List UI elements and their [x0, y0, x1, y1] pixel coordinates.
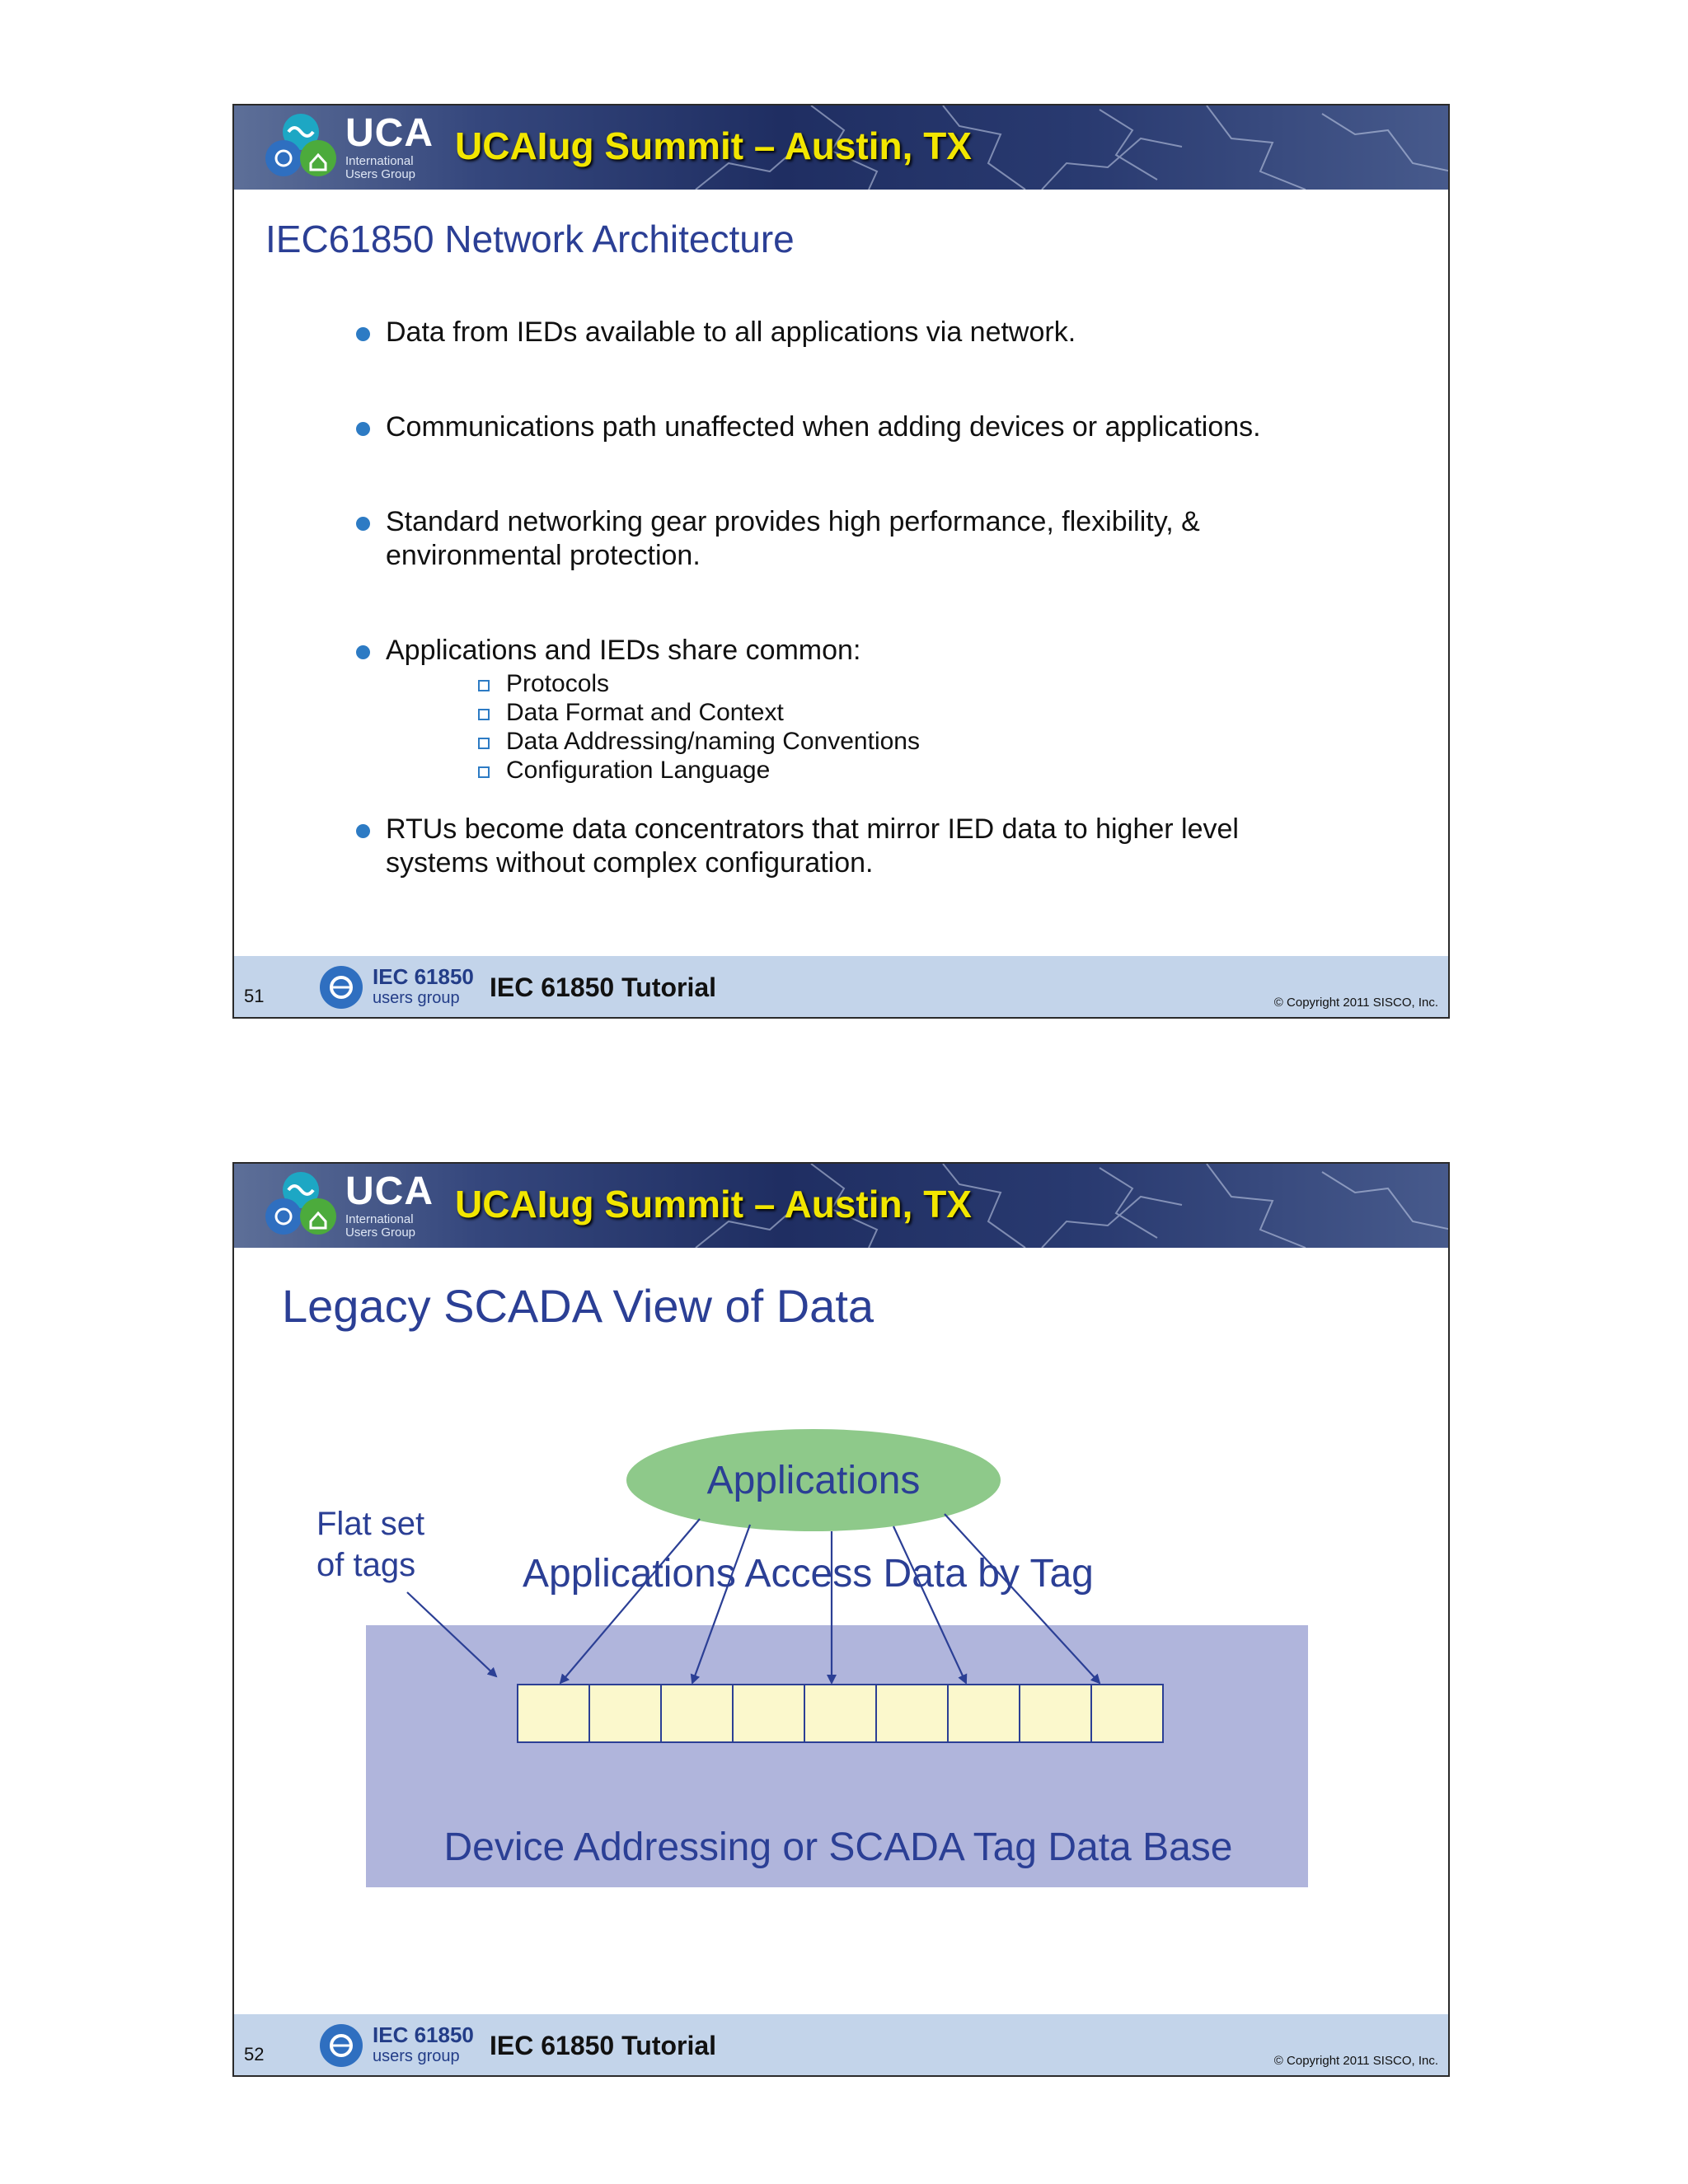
scada-diagram — [234, 1164, 1450, 2077]
footer-title: IEC 61850 Tutorial — [490, 972, 717, 1002]
banner-org-subtitle: International Users Group — [345, 1212, 416, 1240]
sub-bullet-item: Configuration Language — [478, 756, 1386, 785]
tag-cell — [1020, 1685, 1091, 1742]
footer-org-name: IEC 61850 — [373, 964, 474, 989]
iec-61850-logo — [318, 964, 364, 1010]
banner-title: UCAIug Summit – Austin, TX — [455, 124, 972, 167]
page-number: 52 — [244, 2044, 265, 2064]
bullet-item — [356, 634, 1386, 785]
page-number: 51 — [244, 986, 265, 1006]
slide-51 — [232, 104, 1450, 1019]
tag-cell — [733, 1685, 804, 1742]
tag-cell — [661, 1685, 733, 1742]
footer-org-subtitle: users group — [373, 989, 460, 1007]
flat-set-label: of tags — [316, 1547, 416, 1583]
banner-org-subtitle: International Users Group — [345, 154, 416, 181]
bullet-item: RTUs become data concentrators that mirror IED data to higher level systems without complex configuration. — [356, 813, 1342, 880]
tag-cell — [876, 1685, 948, 1742]
tag-cell — [948, 1685, 1020, 1742]
bullet-item: Communications path unaffected when adding devices or applications. — [356, 410, 1386, 444]
tag-cell-row — [518, 1685, 1163, 1742]
iec-61850-logo — [318, 2022, 364, 2069]
bullet-list — [356, 316, 1386, 880]
applications-label: Applications — [706, 1459, 921, 1502]
tag-cell — [589, 1685, 661, 1742]
banner-title: UCAIug Summit – Austin, TX — [455, 1183, 972, 1226]
tag-cell — [804, 1685, 876, 1742]
footer-org-name: IEC 61850 — [373, 2022, 474, 2047]
tag-cell — [518, 1685, 589, 1742]
copyright: © Copyright 2011 SISCO, Inc. — [1273, 2054, 1438, 2068]
slide-title: Legacy SCADA View of Data — [282, 1280, 874, 1332]
banner-org-name: UCA — [345, 111, 434, 155]
slide-banner — [234, 105, 1448, 190]
bullet-item-label: Applications and IEDs share common: — [386, 635, 861, 666]
slide-footer — [234, 2014, 1448, 2075]
bullet-item: Data from IEDs available to all applications via network. — [356, 316, 1386, 349]
slide-footer — [234, 956, 1448, 1017]
footer-org-subtitle: users group — [373, 2047, 460, 2065]
database-label: Device Addressing or SCADA Tag Data Base — [443, 1825, 1233, 1869]
tag-cell — [1091, 1685, 1163, 1742]
access-label: Applications Access Data by Tag — [523, 1552, 1094, 1596]
sub-bullet-item: Data Format and Context — [478, 698, 1386, 727]
copyright: © Copyright 2011 SISCO, Inc. — [1273, 996, 1438, 1010]
slide-52 — [232, 1162, 1450, 2077]
uca-logo — [264, 109, 338, 183]
bullet-item: Standard networking gear provides high performance, flexibility, & environmental protection. — [356, 505, 1309, 573]
sub-bullet-list — [478, 669, 1386, 785]
sub-bullet-item: Data Addressing/naming Conventions — [478, 727, 1386, 756]
sub-bullet-item: Protocols — [478, 669, 1386, 698]
flat-set-label: Flat set — [316, 1506, 425, 1542]
banner-org-name: UCA — [345, 1169, 434, 1213]
slide-title: IEC61850 Network Architecture — [265, 218, 795, 260]
footer-title: IEC 61850 Tutorial — [490, 2031, 717, 2060]
